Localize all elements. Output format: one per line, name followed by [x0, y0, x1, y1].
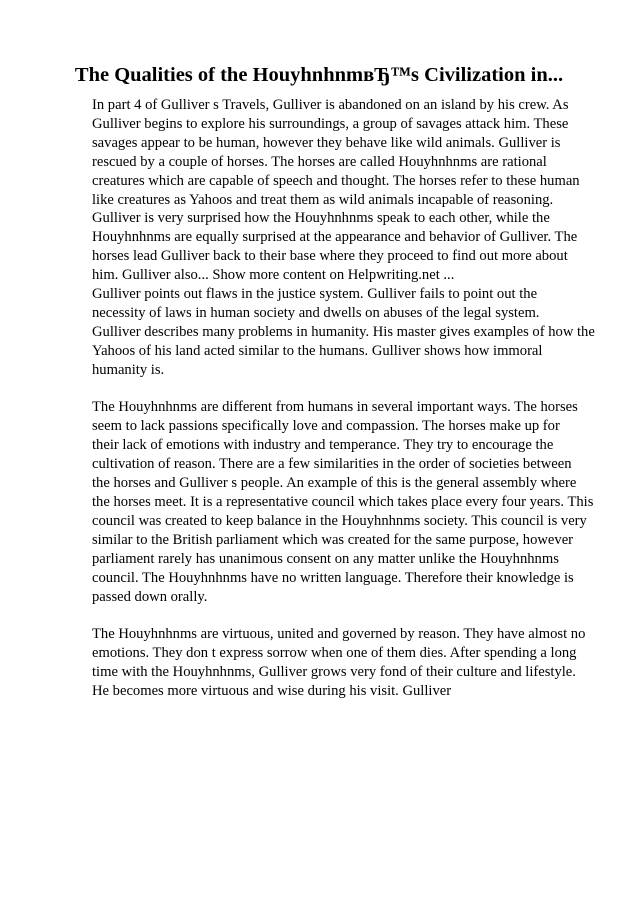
paragraph-line: the horses and Gulliver s people. An example of this is the general assembly where — [92, 475, 577, 492]
document-body — [92, 96, 602, 701]
paragraph-line: the horses meet. It is a representative council which takes place every four years. This — [92, 494, 594, 511]
paragraph-line: similar to the British parliament which was created for the same purpose, however — [92, 531, 574, 548]
paragraph-1 — [92, 96, 602, 380]
paragraph-3 — [92, 625, 602, 701]
paragraph-line: In part 4 of Gulliver s Travels, Gulliver is abandoned on an island by his crew. As — [92, 97, 569, 113]
paragraph-line: like creatures as Yahoos and treat them as wild animals incapable of reasoning. — [92, 191, 554, 208]
paragraph-line: savages appear to be human, however they behave like wild animals. Gulliver is — [92, 134, 561, 151]
document-title: The Qualities of the HouyhnhnmвЂ™s Civilization in... — [74, 64, 564, 86]
paragraph-2 — [92, 398, 602, 606]
paragraph-line: The Houyhnhnms are virtuous, united and governed by reason. They have almost no — [92, 626, 586, 643]
paragraph-line: emotions. They don t express sorrow when one of them dies. After spending a long — [92, 645, 577, 662]
paragraph-line: time with the Houyhnhnms, Gulliver grows very fond of their culture and lifestyle. — [92, 664, 576, 681]
paragraph-line: council was created to keep balance in the Houyhnhnms society. This council is very — [92, 512, 587, 529]
paragraph-line: Gulliver begins to explore his surroundings, a group of savages attack him. These — [92, 115, 569, 132]
paragraph-line: Gulliver points out flaws in the justice system. Gulliver fails to point out the — [92, 286, 538, 303]
paragraph-line: humanity is. — [92, 361, 165, 378]
paragraph-line: seem to lack passions specifically love and compassion. The horses make up for — [92, 418, 560, 435]
paragraph-line: Houyhnhnms are equally surprised at the appearance and behavior of Gulliver. The — [92, 229, 578, 246]
paragraph-line: council. The Houyhnhnms have no written language. Therefore their knowledge is — [92, 569, 574, 586]
paragraph-line: Gulliver describes many problems in humanity. His master gives examples of how the — [92, 323, 595, 340]
paragraph-spacer — [92, 380, 602, 399]
paragraph-line: passed down orally. — [92, 588, 208, 605]
paragraph-line: He becomes more virtuous and wise during his visit. Gulliver — [92, 683, 452, 700]
paragraph-line: cultivation of reason. There are a few similarities in the order of societies between — [92, 456, 572, 473]
paragraph-line: creatures which are capable of speech and thought. The horses refer to these human — [92, 172, 580, 189]
paragraph-line: rescued by a couple of horses. The horses are called Houyhnhnms are rational — [92, 153, 547, 170]
paragraph-line: him. Gulliver also... Show more content on Helpwriting.net ... — [92, 267, 455, 284]
paragraph-line: horses lead Gulliver back to their base where they proceed to find out more about — [92, 248, 568, 265]
paragraph-line: parliament rarely has unanimous consent on any matter unlike the Houyhnhnms — [92, 550, 559, 567]
paragraph-line: Yahoos of his land acted similar to the humans. Gulliver shows how immoral — [92, 342, 543, 359]
paragraph-line: necessity of laws in human society and dwells on abuses of the legal system. — [92, 304, 540, 321]
paragraph-line: Gulliver is very surprised how the Houyhnhnms speak to each other, while the — [92, 210, 550, 227]
paragraph-line: their lack of emotions with industry and temperance. They try to encourage the — [92, 437, 554, 454]
paragraph-spacer — [92, 606, 602, 625]
paragraph-line: The Houyhnhnms are different from humans in several important ways. The horses — [92, 399, 578, 416]
